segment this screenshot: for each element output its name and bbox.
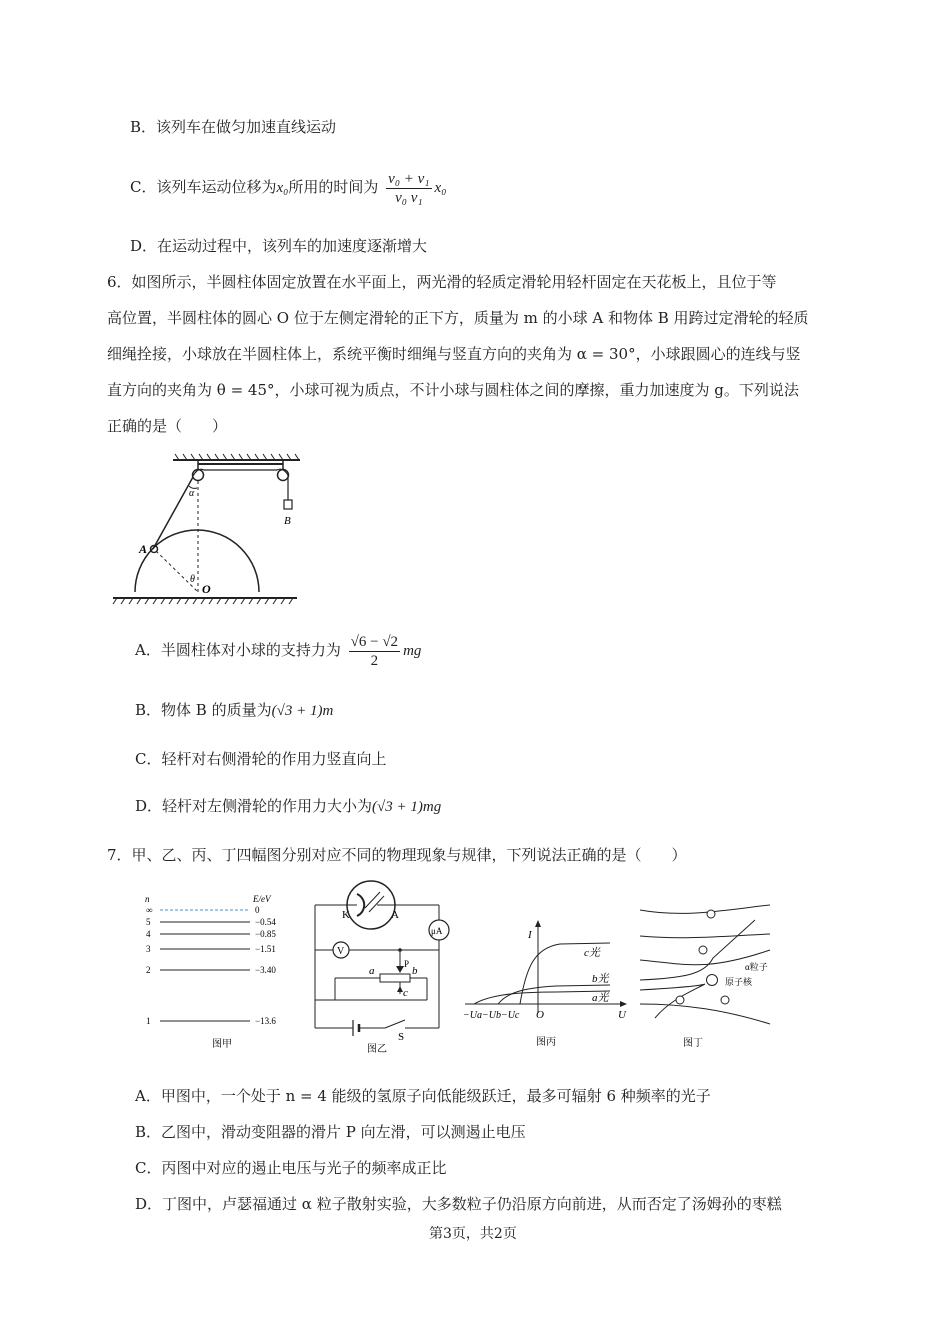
alpha-track-5 <box>640 984 705 1018</box>
label-b: B <box>284 515 291 527</box>
q6-option-a-fraction <box>349 633 400 670</box>
label-v: V <box>337 946 345 957</box>
alpha-track-6 <box>640 1004 770 1024</box>
energy-level-n: 5 <box>146 917 151 927</box>
caption-yi: 图乙 <box>367 1044 387 1055</box>
energy-level-n: 3 <box>146 944 151 954</box>
label-theta: θ <box>190 574 195 585</box>
alpha-track-2 <box>640 934 770 938</box>
label-a-light: a光 <box>592 992 609 1004</box>
energy-level-n: 4 <box>146 929 151 939</box>
q6-option-d-prefix: D．轻杆对左侧滑轮的作用力大小为 <box>135 797 373 815</box>
q5-option-c <box>130 165 446 209</box>
q6-figure <box>105 450 305 610</box>
q7-option-d: D．丁图中，卢瑟福通过 α 粒子散射实验，大多数粒子仍沿原方向前进，从而否定了汤姆孙的枣糕 <box>135 1195 782 1213</box>
q5-option-c-prefix: C．该列车运动位移为 <box>130 178 277 196</box>
q5-option-c-denominator: v₀ v₁ <box>395 189 423 206</box>
energy-level-n: 1 <box>146 1016 151 1026</box>
label-c-light: c光 <box>584 947 600 959</box>
jia-e-label: E/eV <box>253 894 271 904</box>
energy-level-value: −0.54 <box>255 917 276 927</box>
right-pulley <box>278 470 289 481</box>
label-a: A <box>139 542 148 556</box>
q7-stem: 7．甲、乙、丙、丁四幅图分别对应不同的物理现象与规律，下列说法正确的是（ ） <box>107 846 687 864</box>
curve-a <box>474 991 610 1004</box>
radius-dashed <box>156 551 197 591</box>
caption-jia: 图甲 <box>212 1039 232 1050</box>
q6-option-b-prefix: B．物体 B 的质量为 <box>135 701 272 719</box>
q7-option-c: C．丙图中对应的遏止电压与光子的频率成正比 <box>135 1159 447 1177</box>
q6-option-a-tail: mg <box>403 643 422 659</box>
q5-option-b: B．该列车在做匀加速直线运动 <box>130 118 337 136</box>
label-k: K <box>342 909 350 921</box>
q5-option-d: D．在运动过程中，该列车的加速度逐渐增大 <box>130 237 428 255</box>
q7-option-a: A．甲图中，一个处于 n = 4 能级的氢原子向低能级跃迁，最多可辐射 6 种频率的光子 <box>135 1087 711 1105</box>
q6-stem-line-2: 高位置，半圆柱体的圆心 O 位于左侧定滑轮的正下方，质量为 m 的小球 A 和物体 B 用跨过定滑轮的轻质 <box>107 309 809 327</box>
q7-figure-bing <box>460 918 635 1053</box>
energy-levels <box>146 905 276 1026</box>
energy-level-value: −1.51 <box>255 944 276 954</box>
energy-level-value: −0.85 <box>255 929 276 939</box>
q6-stem-line-3: 细绳拴接，小球放在半圆柱体上，系统平衡时细绳与竖直方向的夹角为 α = 30°，小球跟圆心的连线与竖 <box>107 345 801 363</box>
jia-n-label: n <box>145 894 150 904</box>
label-s: S <box>398 1031 405 1043</box>
switch-s <box>385 1020 405 1028</box>
q6-option-a-prefix: A．半圆柱体对小球的支持力为 <box>135 641 341 659</box>
q5-option-c-mid: 所用的时间为 <box>288 178 379 196</box>
label-nucleus: 原子核 <box>725 977 753 987</box>
q7-figure-yi <box>305 880 455 1055</box>
q6-option-d <box>135 796 441 817</box>
energy-level-n: 2 <box>146 965 151 975</box>
nuclei <box>676 910 729 1004</box>
q5-option-c-var: x₀ <box>276 180 289 196</box>
caption-bing: 图丙 <box>536 1037 556 1048</box>
alpha-track-4 <box>640 920 755 980</box>
label-b-end: b <box>412 965 418 977</box>
label-c: c <box>403 987 408 999</box>
q6-option-b <box>135 700 333 721</box>
label-b-light: b光 <box>592 973 609 985</box>
q6-stem-line-1: 6．如图所示，半圆柱体固定放置在水平面上，两光滑的轻质定滑轮用轻杆固定在天花板上，且位于等 <box>107 273 777 291</box>
label-u: U <box>618 1009 626 1021</box>
block-b <box>284 500 292 509</box>
q7-figure-ding <box>635 900 785 1053</box>
q6-option-a <box>135 628 421 672</box>
q5-option-c-tail: x₀ <box>434 180 447 196</box>
q6-option-c: C．轻杆对右侧滑轮的作用力竖直向上 <box>135 750 387 768</box>
q6-stem-line-5: 正确的是（ ） <box>107 417 228 435</box>
label-a-electrode: A <box>391 909 399 921</box>
label-origin: O <box>536 1009 544 1021</box>
label-alpha-particle: α粒子 <box>745 962 768 972</box>
page-footer: 第3页，共2页 <box>429 1226 517 1242</box>
caption-ding: 图丁 <box>683 1038 703 1049</box>
energy-level-value: −3.40 <box>255 965 276 975</box>
q6-option-d-expr: (√3 + 1)mg <box>372 799 442 815</box>
label-alpha: α <box>189 488 195 499</box>
label-i: I <box>528 929 532 941</box>
label-a-end: a <box>369 965 375 977</box>
energy-level-value: −13.6 <box>255 1016 276 1026</box>
q7-figure-jia <box>140 893 290 1053</box>
rheostat <box>380 974 410 982</box>
q5-option-c-numerator: v₀ + v₁ <box>388 170 430 187</box>
q6-stem-line-4: 直方向的夹角为 θ = 45°，小球可视为质点，不计小球与圆柱体之间的摩擦，重力加速度为 g。下列说法 <box>107 381 799 399</box>
q6-option-b-expr: (√3 + 1)m <box>271 703 334 719</box>
q7-option-b: B．乙图中，滑动变阻器的滑片 P 向左滑，可以测遏止电压 <box>135 1123 526 1141</box>
energy-level-n: ∞ <box>146 905 153 915</box>
q5-option-c-fraction <box>386 170 431 207</box>
q6-option-a-denominator: 2 <box>370 652 379 669</box>
label-stop-voltages: −Ua−Ub−Uc <box>463 1010 520 1021</box>
energy-level-value: 0 <box>255 905 260 915</box>
label-o: O <box>202 582 211 596</box>
alpha-track-1 <box>640 905 770 913</box>
label-ua: μA <box>431 926 443 936</box>
label-p: P <box>404 959 410 969</box>
semicylinder <box>135 530 259 592</box>
q6-option-a-numerator: √6 − √2 <box>350 633 399 650</box>
rope-to-a <box>153 477 193 549</box>
